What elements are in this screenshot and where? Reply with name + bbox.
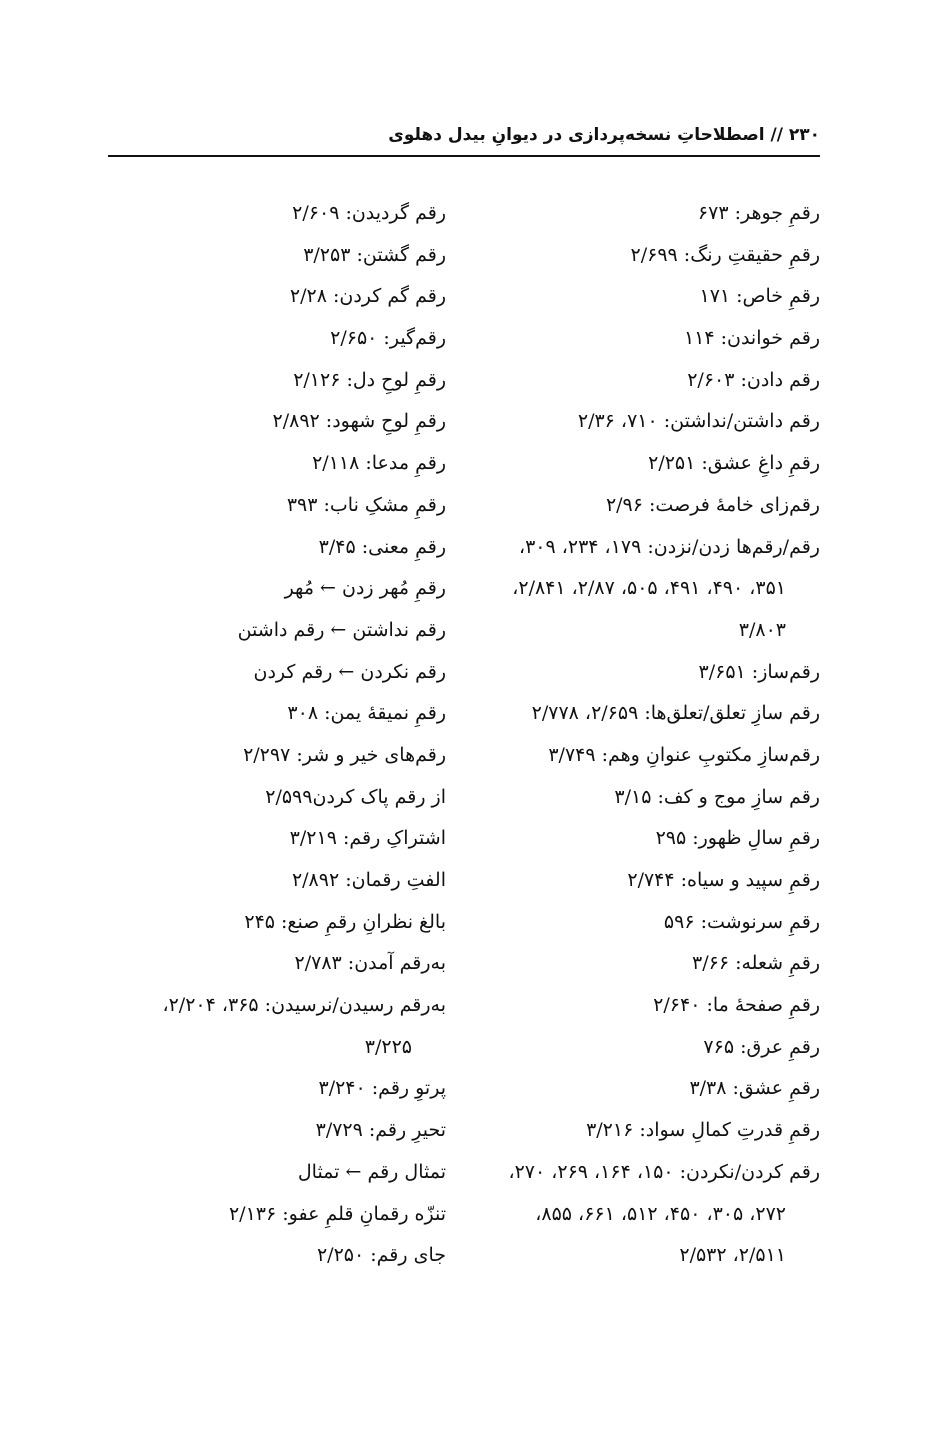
index-entry: رقمِ شعله: ۳/۶۶ [692, 952, 820, 975]
index-entry: اشتراکِ رقم: ۳/۲۱۹ [289, 827, 446, 850]
index-entry: الفتِ رقمان: ۲/۸۹۲ [291, 869, 446, 891]
index-entry: رقمِ لوحِ دل: ۲/۱۲۶ [293, 368, 446, 391]
index-entry: به‌رقم رسیدن/نرسیدن: ۳۶۵، ۲/۲۰۴، [162, 994, 446, 1017]
index-entry: جای رقم: ۲/۲۵۰ [316, 1244, 446, 1267]
index-entry: رقمِ سالِ ظهور: ۲۹۵ [655, 827, 820, 850]
index-entry: پرتوِ رقم: ۳/۲۴۰ [318, 1077, 446, 1100]
index-entry: رقم‌ساز: ۳/۶۵۱ [698, 660, 820, 683]
index-entry: رقم نداشتن ← رقم داشتن [237, 618, 446, 641]
index-entry: رقمِ مُهر زدن ← مُهر [284, 577, 446, 600]
index-entry: رقمِ خاص: ۱۷۱ [699, 285, 820, 308]
index-entry: تنزّه رقمانِ قلمِ عفو: ۲/۱۳۶ [228, 1202, 446, 1225]
index-entry: رقمِ حقیقتِ رنگ: ۲/۶۹۹ [630, 243, 820, 266]
index-entry: رقم‌گیر: ۲/۶۵۰ [330, 327, 446, 350]
index-entry: به‌رقم آمدن: ۲/۷۸۳ [294, 952, 446, 975]
index-entry: رقم‌سازِ مکتوبِ عنوانِ وهم: ۳/۷۴۹ [548, 743, 820, 766]
index-entry: رقم داشتن/نداشتن: ۷۱۰، ۲/۳۶ [577, 410, 820, 433]
index-entry: رقمِ جوهر: ۶۷۳ [697, 202, 820, 224]
index-entry: رقمِ لوحِ شهود: ۲/۸۹۲ [272, 410, 446, 433]
index-entry: رقمِ داغِ عشق: ۲/۲۵۱ [648, 452, 820, 475]
index-entry: رقمِ سرنوشت: ۵۹۶ [663, 910, 820, 933]
index-entry: رقم کردن/نکردن: ۱۵۰، ۱۶۴، ۲۶۹، ۲۷۰، [508, 1160, 820, 1183]
index-entry: رقم گم کردن: ۲/۲۸ [289, 285, 446, 308]
index-entry: رقم سازِ تعلق/تعلق‌ها: ۲/۶۵۹، ۲/۷۷۸ [531, 702, 820, 725]
index-entry: تحیرِ رقم: ۳/۷۲۹ [315, 1119, 446, 1142]
index-entry: رقمِ عرق: ۷۶۵ [703, 1035, 820, 1058]
index-entry: رقم‌های خیر و شر: ۲/۲۹۷ [243, 743, 446, 766]
index-entry: رقمِ معنی: ۳/۴۵ [318, 535, 446, 558]
index-entry-continuation: ۲/۵۱۱، ۲/۵۳۲ [679, 1244, 786, 1267]
index-entry: رقم گشتن: ۳/۲۵۳ [303, 243, 446, 266]
index-entry: رقمِ سپید و سیاه: ۲/۷۴۴ [627, 869, 820, 891]
index-entry: رقمِ صفحهٔ ما: ۲/۶۴۰ [653, 994, 820, 1017]
running-header-title: ۲۳۰ // اصطلاحاتِ نسخه‌پردازی در دیوانِ بیدل دهلوی [388, 125, 820, 145]
index-entry: رقم نکردن ← رقم کردن [253, 660, 446, 683]
index-entry: رقم دادن: ۲/۶۰۳ [687, 368, 820, 391]
index-entry-continuation: ۳۵۱، ۴۹۰، ۴۹۱، ۵۰۵، ۲/۸۷، ۲/۸۴۱، [512, 577, 786, 600]
index-entry: بالغ نظرانِ رقمِ صنع: ۲۴۵ [244, 910, 446, 933]
index-entry: رقمِ نمیقهٔ یمن: ۳۰۸ [287, 702, 446, 725]
index-entry-continuation: ۲۷۲، ۳۰۵، ۴۵۰، ۵۱۲، ۶۶۱، ۸۵۵، [535, 1202, 786, 1225]
index-entry: رقم‌زای خامهٔ فرصت: ۲/۹۶ [605, 493, 820, 516]
index-entry: رقم گردیدن: ۲/۶۰۹ [292, 202, 446, 224]
index-entry: رقمِ قدرتِ کمالِ سواد: ۳/۲۱۶ [586, 1119, 820, 1142]
index-entry: رقمِ عشق: ۳/۳۸ [689, 1077, 820, 1100]
page-header [108, 118, 820, 158]
index-entry-continuation: ۳/۲۲۵ [364, 1035, 412, 1058]
index-entry: رقم سازِ موج و کف: ۳/۱۵ [614, 785, 820, 808]
index-entry: رقمِ مشکِ ناب: ۳۹۳ [286, 493, 446, 516]
index-entry: از رقم پاک کردن۲/۵۹۹ [265, 785, 446, 808]
index-entry: تمثال رقم ← تمثال [297, 1160, 446, 1183]
index-entry-continuation: ۳/۸۰۳ [738, 618, 786, 641]
index-entry: رقم خواندن: ۱۱۴ [683, 327, 820, 350]
index-column-right [440, 193, 820, 1277]
header-rule [108, 155, 820, 157]
index-entry: رقمِ مدعا: ۲/۱۱۸ [312, 452, 446, 475]
index-entry: رقم/رقم‌ها زدن/نزدن: ۱۷۹، ۲۳۴، ۳۰۹، [518, 535, 820, 558]
index-column-left [46, 193, 446, 1277]
